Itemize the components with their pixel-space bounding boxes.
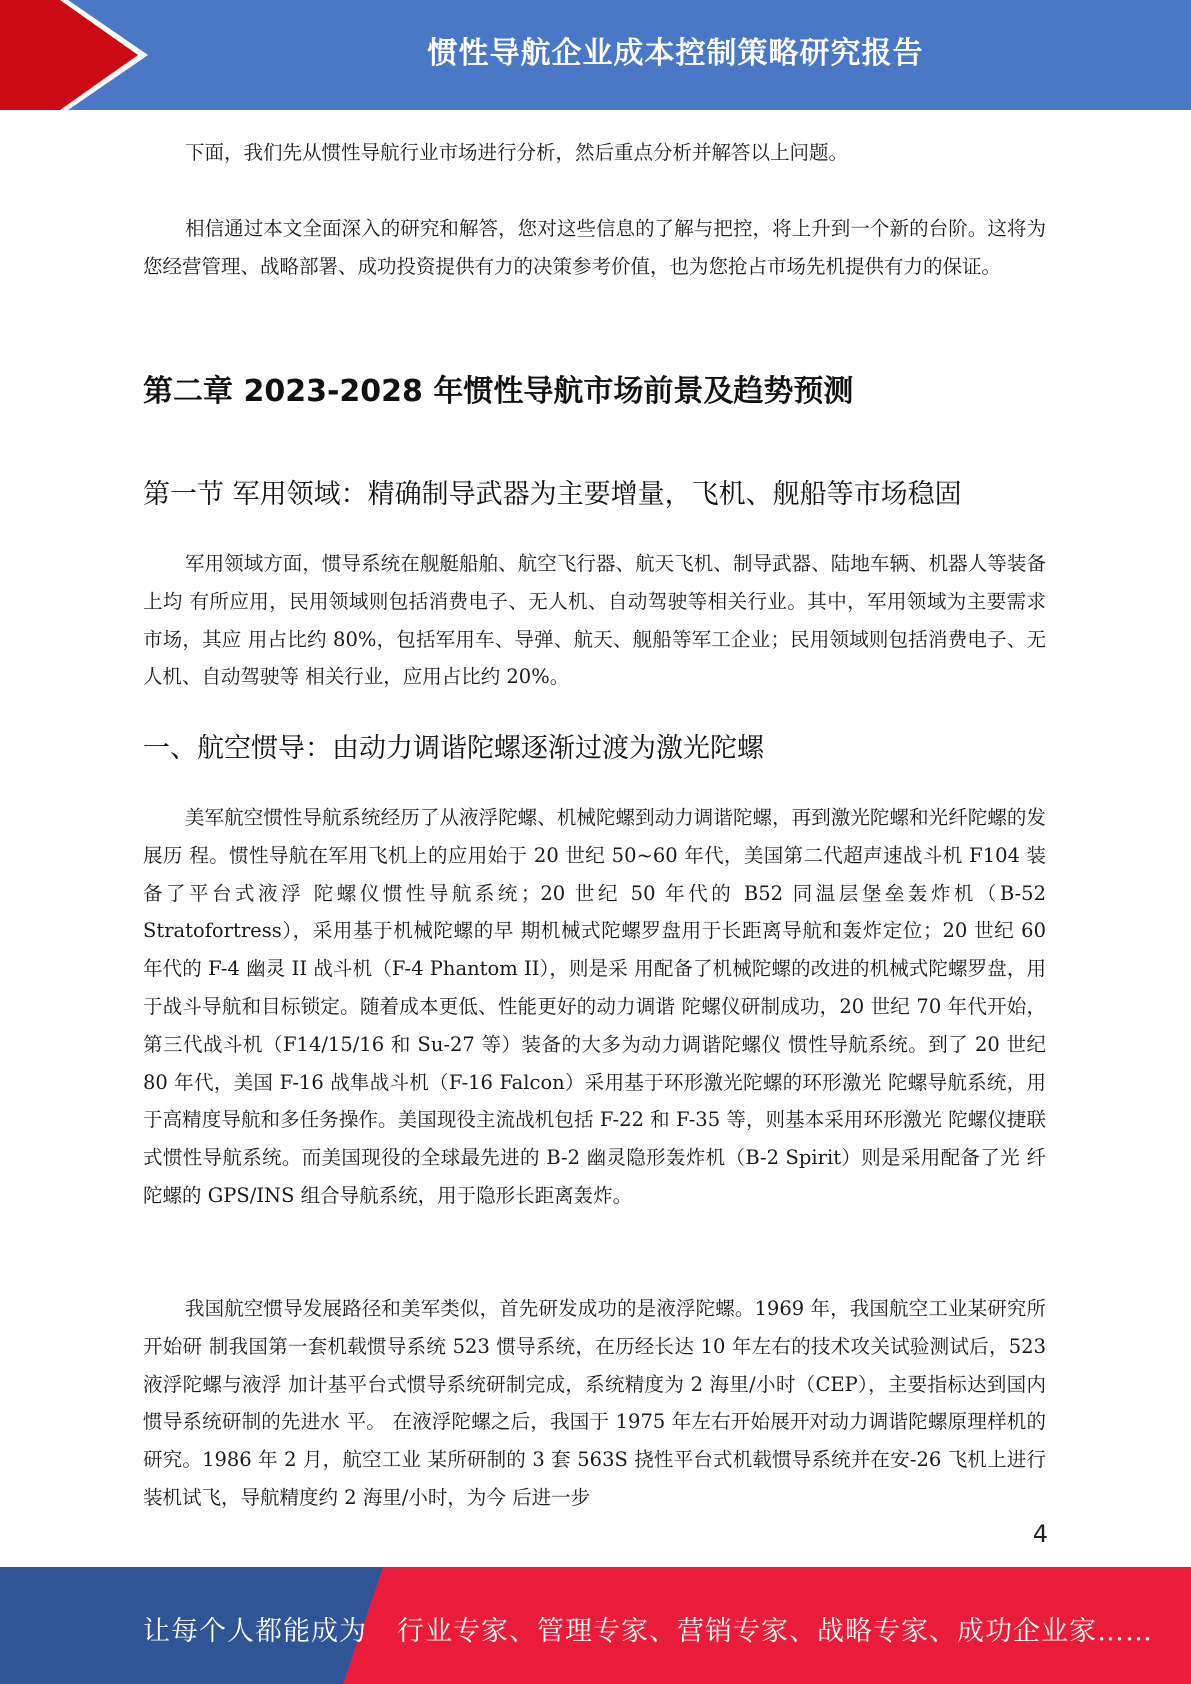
subsection-paragraph-1: 美军航空惯性导航系统经历了从液浮陀螺、机械陀螺到动力调谐陀螺，再到激光陀螺和光纤陀螺的发展历 程。惯性导航在军用飞机上的应用始于 20 世纪 50~60 年代，美国第二代超声速战斗机 F104 装备了平台式液浮 陀螺仪惯性导航系统；20 世纪 50 年代的 B52 同温层堡垒轰炸机（B-52 Stratofortress），采用基于机械陀螺的早 期机械式陀螺罗盘用于长距离导航和轰炸定位；20 世纪 60 年代的 F-4 幽灵 II 战斗机（F-4 Phantom II），则是采 用配备了机械陀螺的改进的机械式陀螺罗盘，用于战斗导航和目标锁定。随着成本更低、性能更好的动力调谐 陀螺仪研制成功，20 世纪 70 年代开始，第三代战斗机（F14/15/16 和 Su-27 等）装备的大多为动力调谐陀螺仪 惯性导航系统。到了 20 世纪 80 年代，美国 F-16 战隼战斗机（F-16 Falcon）采用基于环形激光陀螺的环形激光 陀螺导航系统，用于高精度导航和多任务操作。美国现役主流战机包括 F-22 和 F-35 等，则基本采用环形激光 陀螺仪捷联式惯性导航系统。而美国现役的全球最先进的 B-2 幽灵隐形轰炸机（B-2 Spirit）则是采用配备了光 纤陀螺的 GPS/INS 组合导航系统，用于隐形长距离轰炸。 [143, 806, 1046, 1207]
subsection-paragraph-2-block [143, 1290, 1046, 1517]
page-footer [0, 1567, 1191, 1684]
section-heading-block [143, 472, 1046, 511]
intro-paragraph-1-block [143, 134, 1046, 172]
header-chevron-graphic [0, 0, 160, 110]
subsection-paragraph-2: 我国航空惯导发展路径和美军类似，首先研发成功的是液浮陀螺。1969 年，我国航空工业某研究所开始研 制我国第一套机载惯导系统 523 惯导系统，在历经长达 10 年左右的技术攻关试验测试后，523 液浮陀螺与液浮 加计基平台式惯导系统研制完成，系统精度为 2 海里/小时（CEP），主要指标达到国内惯导系统研制的先进水 平。 在液浮陀螺之后，我国于 1975 年左右开始展开对动力调谐陀螺原理样机的研究。1986 年 2 月，航空工业 某所研制的 3 套 563S 挠性平台式机载惯导系统并在安-26 飞机上进行装机试飞，导航精度约 2 海里/小时，为今 后进一步 [143, 1297, 1046, 1509]
page-header [0, 0, 1191, 110]
report-title: 惯性导航企业成本控制策略研究报告 [427, 36, 924, 71]
intro-paragraph-1: 下面，我们先从惯性导航行业市场进行分析，然后重点分析并解答以上问题。 [185, 141, 849, 164]
footer-slogan-right: 行业专家、管理专家、营销专家、战略专家、成功企业家…… [397, 1616, 1153, 1647]
subsection-paragraph-1-block [143, 799, 1046, 1215]
section-heading: 第一节 军用领域：精确制导武器为主要增量，飞机、舰船等市场稳固 [143, 479, 962, 510]
footer-slogan-left: 让每个人都能成为 [143, 1616, 367, 1647]
subsection-heading-block [143, 726, 1046, 765]
chapter-heading-block [143, 366, 1046, 410]
intro-paragraph-2-block [143, 210, 1046, 286]
chapter-heading: 第二章 2023-2028 年惯性导航市场前景及趋势预测 [143, 374, 854, 409]
intro-paragraph-2: 相信通过本文全面深入的研究和解答，您对这些信息的了解与把控，将上升到一个新的台阶。这将为您经营管理、战略部署、成功投资提供有力的决策参考价值，也为您抢占市场先机提供有力的保证。 [143, 217, 1046, 278]
section-paragraph: 军用领域方面，惯导系统在舰艇船舶、航空飞行器、航天飞机、制导武器、陆地车辆、机器人等装备上均 有所应用，民用领域则包括消费电子、无人机、自动驾驶等相关行业。其中，军用领域为主要需求市场，其应 用占比约 80%，包括军用车、导弹、航天、舰船等军工企业；民用领域则包括消费电子、无人机、自动驾驶等 相关行业，应用占比约 20%。 [143, 552, 1046, 689]
section-paragraph-block [143, 545, 1046, 696]
subsection-heading: 一、航空惯导：由动力调谐陀螺逐渐过渡为激光陀螺 [143, 733, 764, 764]
page-number: 4 [1032, 1520, 1048, 1548]
